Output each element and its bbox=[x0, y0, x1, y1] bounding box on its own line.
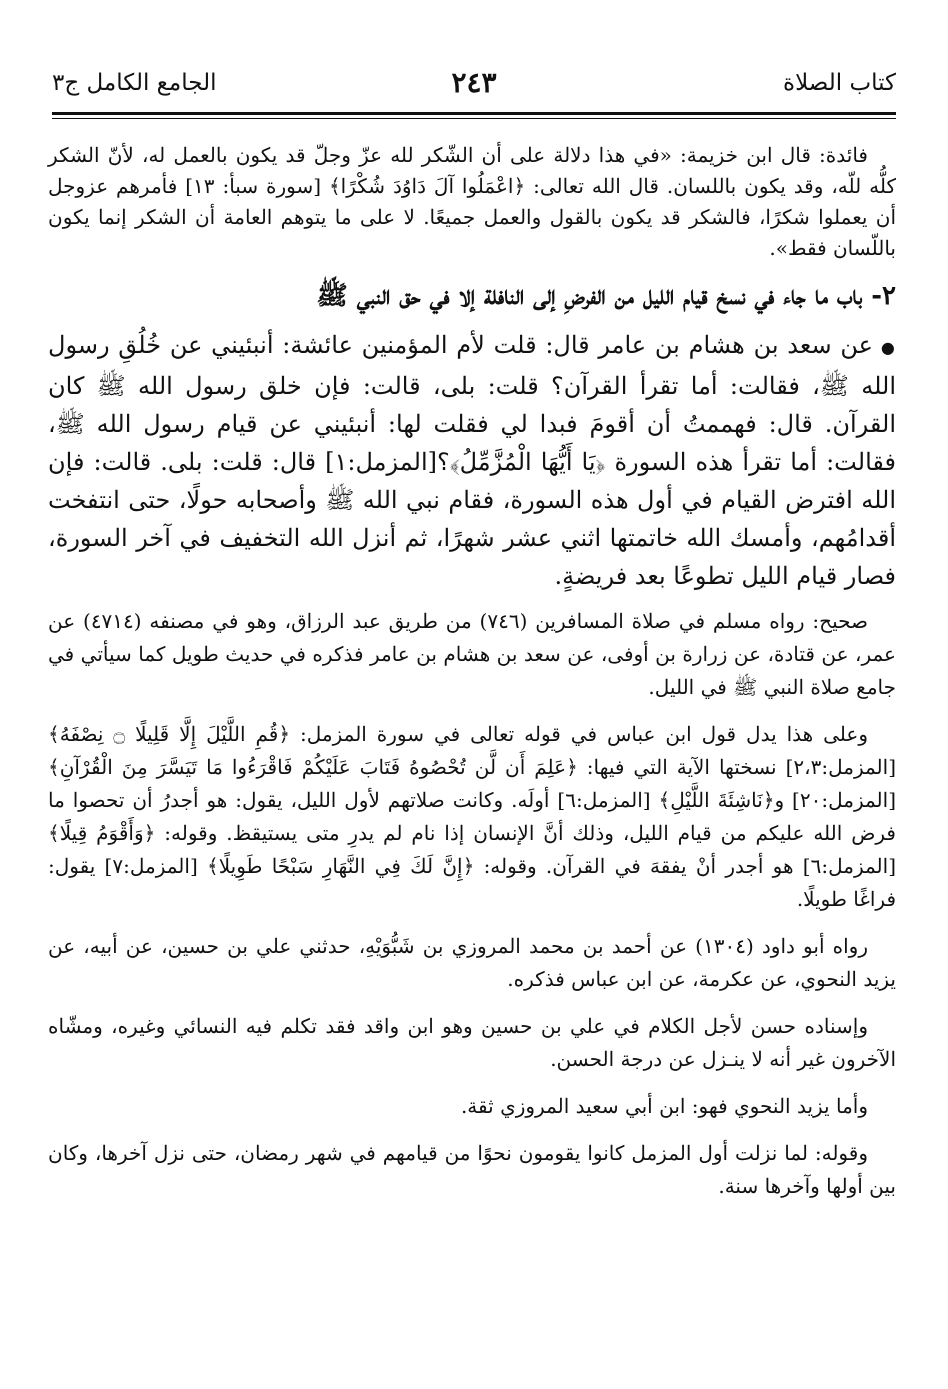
closing-paragraph: وقوله: لما نزلت أول المزمل كانوا يقومون نحوًا من قيامهم في شهر رمضان، حتى نزل آخرها، وكان بين أولها وآخرها سنة. bbox=[48, 1141, 896, 1198]
takhrij-paragraph: صحيح: رواه مسلم في صلاة المسافرين (٧٤٦) من طريق عبد الرزاق، وهو في مصنفه (٤٧١٤) عن عمر، عن قتادة، عن زرارة بن أوفى، عن سعد بن هشام بن عامر فذكره في حديث طويل كما سيأتي في جامع صلاة النبي ﷺ في الليل. bbox=[48, 609, 896, 699]
chapter-title: كتاب الصلاة bbox=[783, 70, 896, 96]
commentary-paragraph: وعلى هذا يدل قول ابن عباس في قوله تعالى في سورة المزمل: ﴿قُمِ اللَّيْلَ إِلَّا قَلِيلًا ۝ نِصْفَهُ﴾ [المزمل:٢،٣] نسختها الآية التي فيها: ﴿عَلِمَ أَن لَّن تُحْصُوهُ فَتَابَ عَلَيْكُمْ فَاقْرَءُوا مَا تَيَسَّرَ مِنَ الْقُرْآنِ﴾ [المزمل:٢٠] و﴿نَاشِئَةَ اللَّيْلِ﴾ [المزمل:٦] أولَه. وكانت صلاتهم لأول الليل، يقول: هو أجدرُ أن تحصوا ما فرض الله عليكم من قيام الليل، وذلك أنَّ الإنسان إذا نام لم يدرِ متى يستيقظ. وقوله: ﴿وَأَقْوَمُ قِيلًا﴾ [المزمل:٦] هو أجدر أنْ يفقهَ في القرآن. وقوله: ﴿إِنَّ لَكَ فِي النَّهَارِ سَبْحًا طَوِيلًا﴾ [المزمل:٧] يقول: فراغًا طويلًا. bbox=[48, 722, 896, 911]
hadith-text bbox=[48, 326, 896, 595]
section-heading: ٢- باب ما جاء في نسخ قيام الليل من الفرضِ إلى النافلة إلا في حق النبي ﷺ bbox=[316, 281, 896, 311]
page-number: ٢٤٣ bbox=[451, 66, 497, 99]
benefit-note: فائدة: قال ابن خزيمة: «في هذا دلالة على أن الشّكر لله عزّ وجلّ قد يكون بالعمل له، لأنّ الشكر كلُّه للّه، وقد يكون باللسان. قال الله تعالى: ﴿اعْمَلُوا آلَ دَاوُدَ شُكْرًا﴾ [سورة سبأ: ١٣] فأمرهم عزوجل أن يعملوا شكرًا، فالشكر قد يكون بالقول والعمل جميعًا. لا على ما يتوهم العامة أن الشكر إنما يكون باللّسان فقط». bbox=[48, 143, 896, 260]
book-title: الجامع الكامل ج٣ bbox=[52, 70, 217, 96]
header-rule-thin bbox=[52, 118, 896, 119]
page-header bbox=[52, 62, 896, 108]
narration-paragraph: رواه أبو داود (١٣٠٤) عن أحمد بن محمد المروزي بن شَبُّوَيْهِ، حدثني علي بن حسين، عن أبيه، عن يزيد النحوي، عن عكرمة، عن ابن عباس فذكره. bbox=[48, 934, 896, 991]
hadith-body: عن سعد بن هشام بن عامر قال: قلت لأم المؤمنين عائشة: أنبئيني عن خُلُقِ رسول الله ﷺ، فقالت: أما تقرأ القرآن؟ قلت: بلى، قالت: فإن خلق رسول الله ﷺ كان القرآن. قال: فهممتُ أن أقومَ فبدا لي فقلت لها: أنبئيني عن قيام رسول الله ﷺ، فقالت: أما تقرأ هذه السورة ﴿يَا أَيُّهَا الْمُزَّمِّلُ﴾؟[المزمل:١] قال: قلت: بلى. قالت: فإن الله افترض القيام في أول هذه السورة، فقام نبي الله ﷺ وأصحابه حولًا، حتى انتفخت أقدامُهم، وأمسك الله خاتمتها اثني عشر شهرًا، ثم أنزل الله التخفيف في آخر السورة، فصار قيام الليل تطوعًا بعد فريضةٍ. bbox=[48, 331, 897, 590]
page-body bbox=[48, 140, 896, 1217]
bullet-icon: ● bbox=[880, 338, 896, 357]
narrator-paragraph: وأما يزيد النحوي فهو: ابن أبي سعيد المروزي ثقة. bbox=[460, 1094, 868, 1118]
header-rule-thick bbox=[52, 112, 896, 115]
isnad-paragraph: وإسناده حسن لأجل الكلام في علي بن حسين وهو ابن واقد فقد تكلم فيه النسائي وغيره، ومشّاه الآخرون غير أنه لا ينـزل عن درجة الحسن. bbox=[48, 1014, 896, 1071]
